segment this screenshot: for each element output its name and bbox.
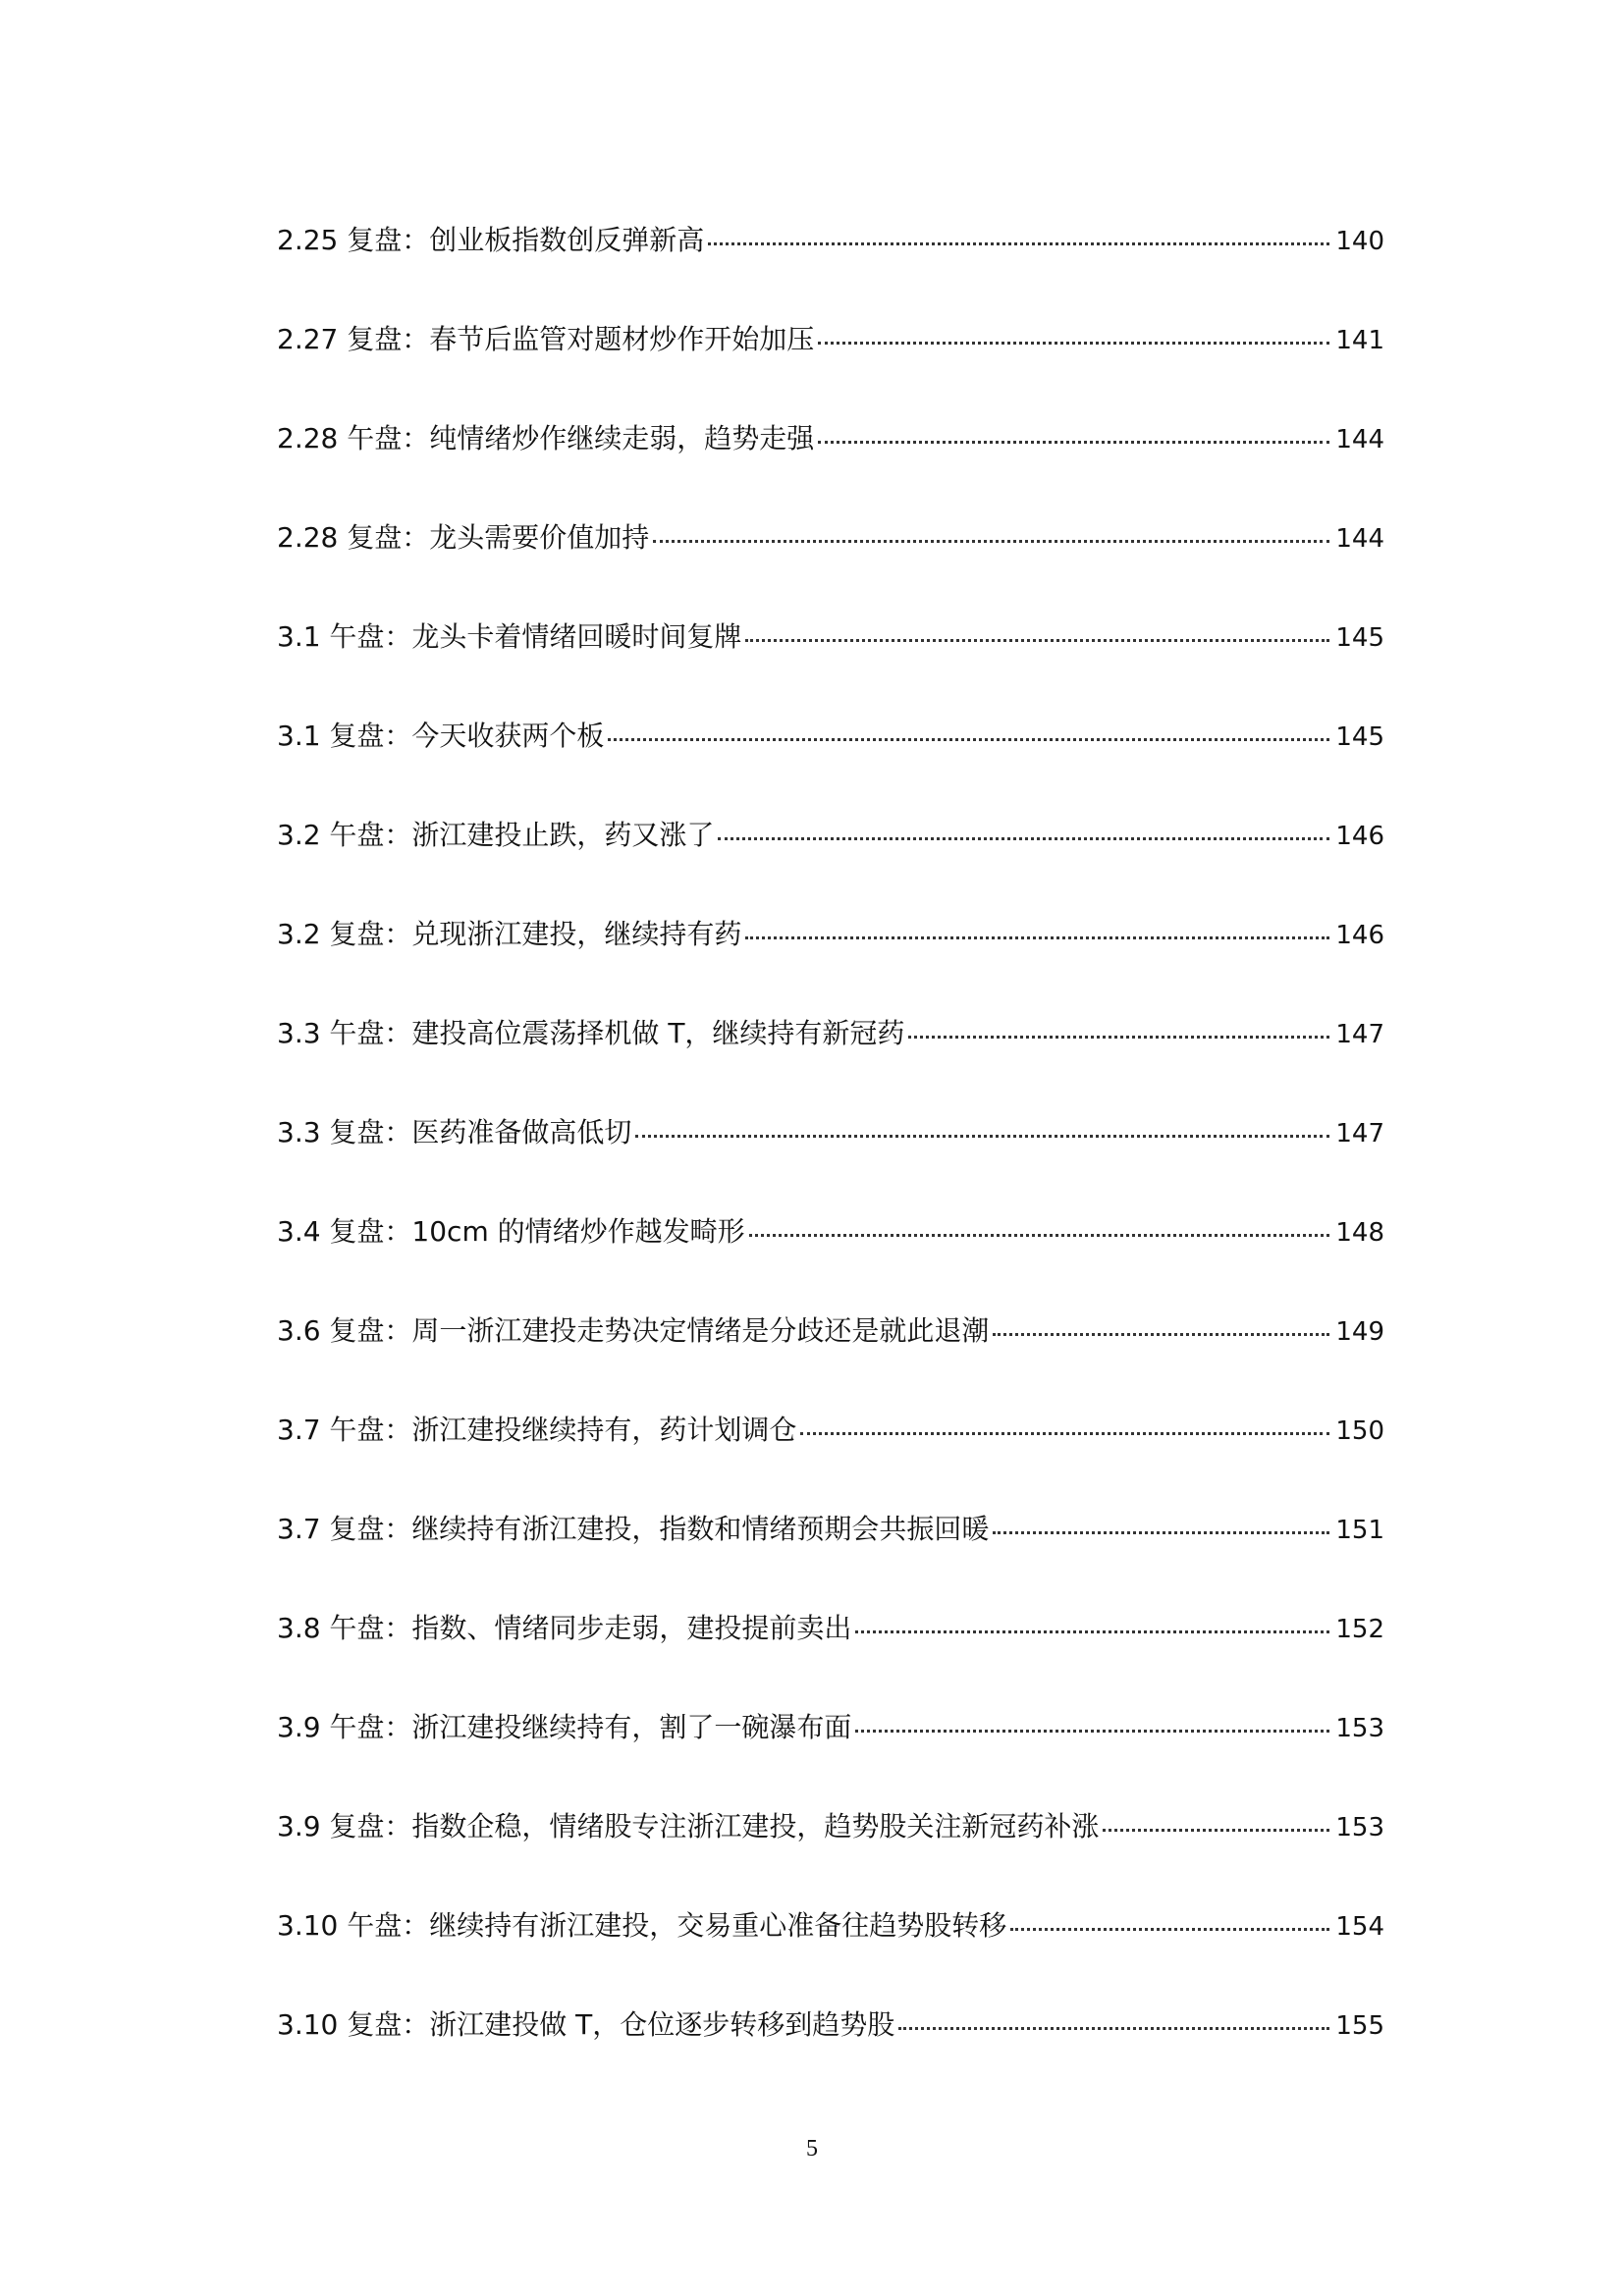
toc-entry-page: 146 [1335, 921, 1384, 950]
toc-entry-title: 3.10 复盘：浙江建投做 T，仓位逐步转移到趋势股 [277, 2008, 895, 2041]
toc-entry[interactable] [277, 1999, 1384, 2098]
toc-entry-title: 3.7 午盘：浙江建投继续持有，药计划调仓 [277, 1414, 797, 1446]
toc-entry-page: 152 [1335, 1615, 1384, 1644]
toc-entry-title: 3.1 午盘：龙头卡着情绪回暖时间复牌 [277, 620, 742, 653]
toc-dot-leader [1010, 1928, 1329, 1931]
toc-entry-title: 2.28 复盘：龙头需要价值加持 [277, 521, 650, 554]
toc-entry-page: 147 [1335, 1020, 1384, 1049]
table-of-contents [277, 214, 1384, 2098]
toc-entry[interactable] [277, 1602, 1384, 1701]
toc-entry-title: 3.7 复盘：继续持有浙江建投，指数和情绪预期会共振回暖 [277, 1513, 990, 1545]
toc-entry-title: 3.10 午盘：继续持有浙江建投，交易重心准备往趋势股转移 [277, 1909, 1007, 1942]
toc-dot-leader [993, 1531, 1329, 1534]
toc-entry[interactable] [277, 1106, 1384, 1205]
toc-entry-page: 144 [1335, 425, 1384, 454]
toc-dot-leader [800, 1432, 1329, 1435]
toc-entry[interactable] [277, 1503, 1384, 1602]
toc-entry[interactable] [277, 1701, 1384, 1800]
toc-entry-title: 3.1 复盘：今天收获两个板 [277, 720, 605, 752]
toc-entry[interactable] [277, 908, 1384, 1007]
toc-entry[interactable] [277, 412, 1384, 511]
toc-dot-leader [898, 2027, 1329, 2030]
toc-entry-page: 155 [1335, 2011, 1384, 2041]
toc-entry-page: 151 [1335, 1516, 1384, 1545]
toc-dot-leader [608, 738, 1329, 741]
toc-dot-leader [718, 837, 1329, 840]
toc-entry[interactable] [277, 1007, 1384, 1106]
toc-entry-page: 148 [1335, 1218, 1384, 1248]
toc-entry[interactable] [277, 1800, 1384, 1899]
toc-dot-leader [818, 342, 1329, 345]
page-number: 5 [806, 2136, 818, 2162]
toc-entry-title: 3.4 复盘：10cm 的情绪炒作越发畸形 [277, 1215, 745, 1248]
toc-entry-title: 2.25 复盘：创业板指数创反弹新高 [277, 224, 705, 256]
toc-entry[interactable] [277, 511, 1384, 611]
toc-entry-title: 3.8 午盘：指数、情绪同步走弱，建投提前卖出 [277, 1612, 852, 1644]
toc-dot-leader [749, 1234, 1330, 1237]
toc-entry[interactable] [277, 1205, 1384, 1305]
toc-entry-page: 140 [1335, 227, 1384, 256]
toc-entry-title: 2.27 复盘：春节后监管对题材炒作开始加压 [277, 323, 815, 355]
toc-entry-page: 141 [1335, 326, 1384, 355]
toc-entry-page: 145 [1335, 722, 1384, 752]
toc-dot-leader [855, 1630, 1329, 1633]
toc-dot-leader [818, 441, 1329, 444]
toc-entry[interactable] [277, 1305, 1384, 1404]
toc-dot-leader [855, 1730, 1329, 1733]
toc-entry[interactable] [277, 1404, 1384, 1503]
toc-entry-title: 3.2 复盘：兑现浙江建投，继续持有药 [277, 918, 742, 950]
toc-dot-leader [1103, 1829, 1329, 1832]
toc-entry-title: 2.28 午盘：纯情绪炒作继续走弱，趋势走强 [277, 422, 815, 454]
toc-entry-page: 144 [1335, 524, 1384, 554]
toc-dot-leader [635, 1135, 1329, 1138]
toc-entry[interactable] [277, 214, 1384, 313]
toc-entry[interactable] [277, 710, 1384, 809]
toc-entry-page: 154 [1335, 1912, 1384, 1942]
toc-dot-leader [993, 1333, 1329, 1336]
toc-entry-page: 147 [1335, 1119, 1384, 1148]
toc-entry[interactable] [277, 809, 1384, 908]
toc-entry-title: 3.9 午盘：浙江建投继续持有，割了一碗瀑布面 [277, 1711, 852, 1743]
toc-entry-page: 146 [1335, 822, 1384, 851]
toc-entry[interactable] [277, 1899, 1384, 1999]
toc-entry-title: 3.2 午盘：浙江建投止跌，药又涨了 [277, 819, 715, 851]
toc-dot-leader [653, 540, 1329, 543]
toc-entry-page: 150 [1335, 1416, 1384, 1446]
toc-entry[interactable] [277, 313, 1384, 412]
toc-entry[interactable] [277, 611, 1384, 710]
toc-entry-title: 3.6 复盘：周一浙江建投走势决定情绪是分歧还是就此退潮 [277, 1314, 990, 1347]
toc-entry-title: 3.3 复盘：医药准备做高低切 [277, 1116, 632, 1148]
toc-entry-title: 3.9 复盘：指数企稳，情绪股专注浙江建投，趋势股关注新冠药补涨 [277, 1810, 1100, 1842]
toc-dot-leader [745, 639, 1329, 642]
toc-entry-page: 153 [1335, 1714, 1384, 1743]
toc-entry-page: 149 [1335, 1317, 1384, 1347]
toc-dot-leader [745, 936, 1329, 939]
toc-dot-leader [908, 1036, 1329, 1039]
toc-dot-leader [708, 242, 1329, 245]
toc-entry-page: 153 [1335, 1813, 1384, 1842]
toc-entry-page: 145 [1335, 623, 1384, 653]
toc-entry-title: 3.3 午盘：建投高位震荡择机做 T，继续持有新冠药 [277, 1017, 905, 1049]
